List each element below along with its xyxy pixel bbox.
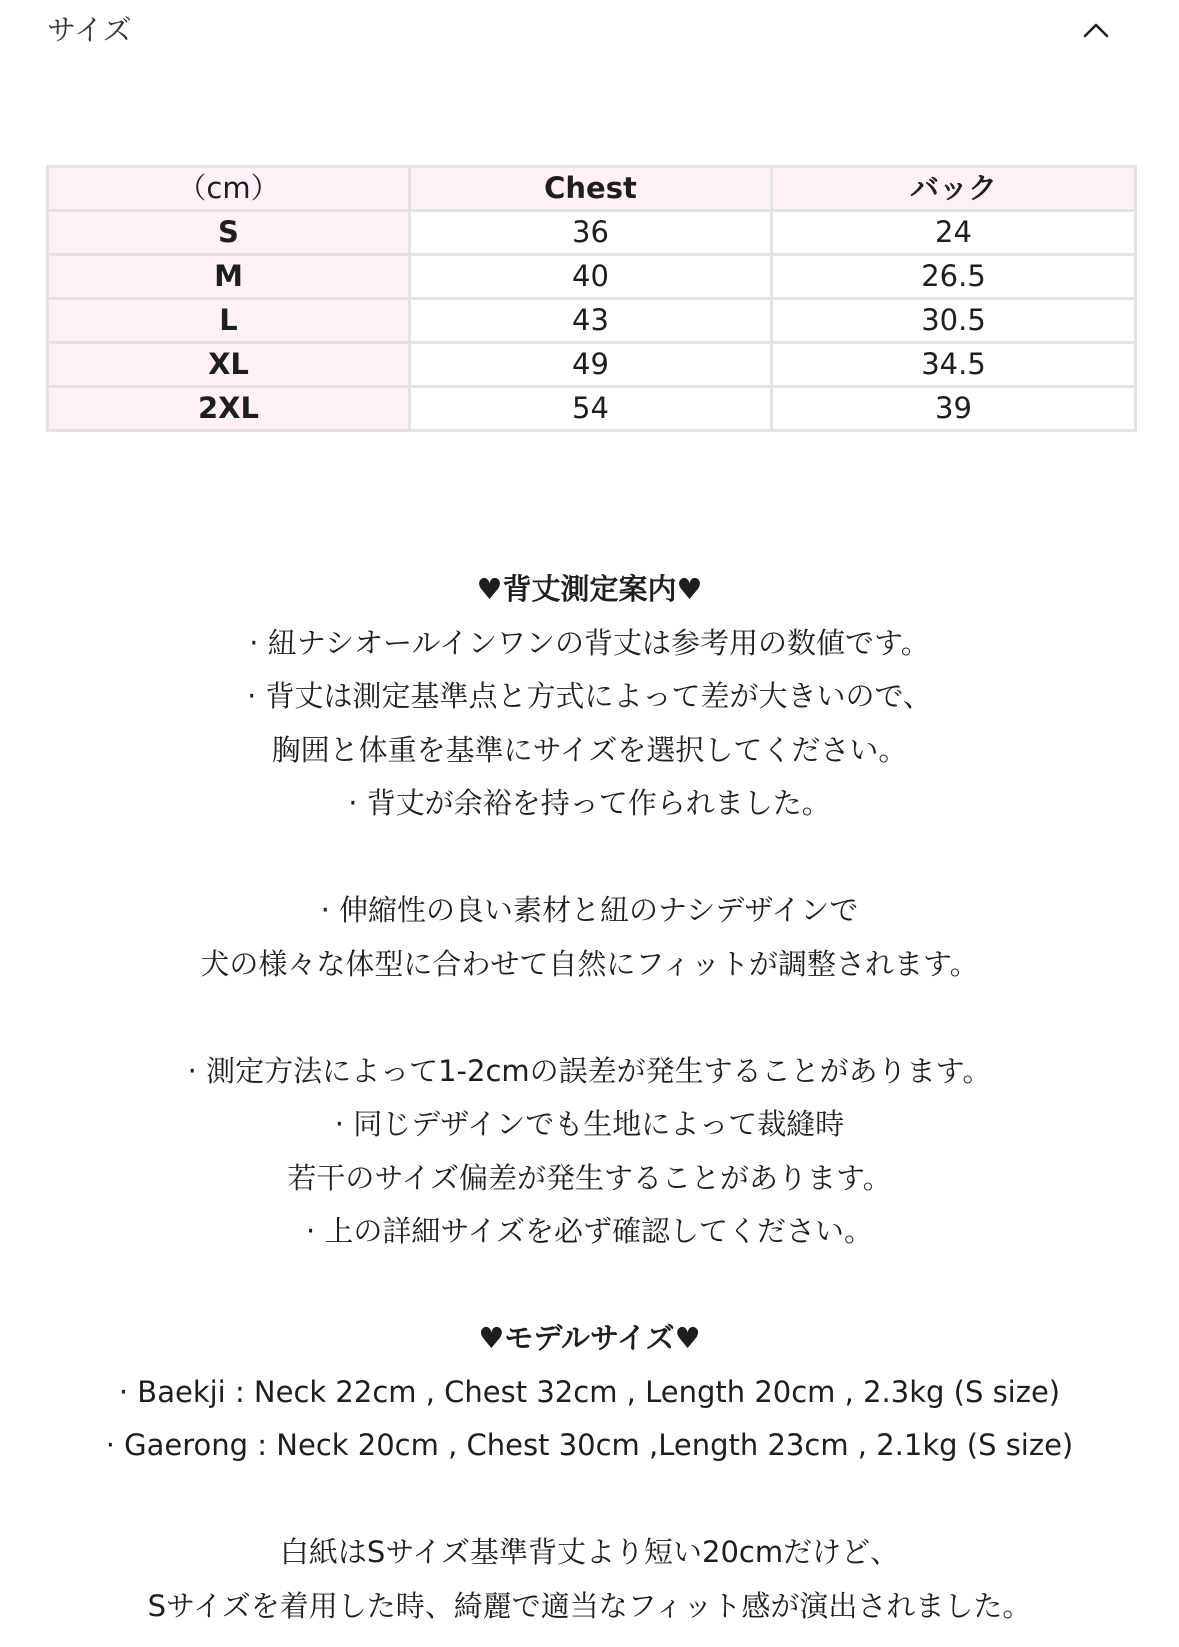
fit-line: · 伸縮性の良い素材と紐のナシデザインで — [320, 893, 859, 927]
note-line: · 上の詳細サイズを必ず確認してください。 — [305, 1214, 874, 1248]
guide-line: · 背丈が余裕を持って作られました。 — [348, 786, 831, 820]
collapse-button[interactable] — [1076, 10, 1116, 50]
spacer — [0, 1259, 1179, 1313]
fit-line: 犬の様々な体型に合わせて自然にフィットが調整されます。 — [200, 946, 979, 981]
chest-value: 49 — [410, 343, 772, 387]
model-line: · Gaerong : Neck 20cm , Chest 30cm ,Length 23cm , 2.1kg (S size) — [105, 1428, 1074, 1462]
header-unit: （cm） — [48, 167, 410, 211]
size-label: M — [48, 255, 410, 299]
model-line: · Baekji : Neck 22cm , Chest 32cm , Length 20cm , 2.3kg (S size) — [118, 1374, 1061, 1409]
section-title: サイズ — [47, 13, 132, 47]
model-heading: ♥モデルサイズ♥ — [478, 1321, 701, 1355]
table-row — [48, 343, 1136, 387]
table-row — [48, 211, 1136, 255]
closing-line: Sサイズを着用した時、綺麗で適当なフィット感が演出されました。 — [147, 1588, 1032, 1623]
chest-value: 43 — [410, 299, 772, 343]
note-line: · 測定方法によって1-2cmの誤差が発生することがあります。 — [187, 1053, 992, 1088]
guide-heading: ♥背丈測定案内♥ — [476, 572, 703, 606]
closing-line: 白紙はSサイズ基準背丈より短い20cmだけど、 — [279, 1535, 900, 1569]
table-header-row — [48, 167, 1136, 211]
size-section-header[interactable] — [0, 0, 1179, 62]
header-chest: Chest — [410, 167, 772, 211]
note-line: 若干のサイズ偏差が発生することがあります。 — [287, 1160, 892, 1195]
back-value: 30.5 — [772, 299, 1136, 343]
note-line: · 同じデザインでも生地によって裁縫時 — [334, 1107, 845, 1141]
header-back: バック — [772, 167, 1136, 211]
spacer — [0, 1473, 1179, 1527]
chevron-up-icon — [1076, 10, 1116, 50]
chest-value: 54 — [410, 387, 772, 431]
chest-value: 40 — [410, 255, 772, 299]
size-label: L — [48, 299, 410, 343]
back-value: 24 — [772, 211, 1136, 255]
size-label: XL — [48, 343, 410, 387]
table-row — [48, 299, 1136, 343]
spacer — [0, 831, 1179, 885]
guide-line: · 背丈は測定基準点と方式によって差が大きいので、 — [247, 679, 932, 713]
size-table — [46, 165, 1137, 432]
table-row — [48, 255, 1136, 299]
size-label: 2XL — [48, 387, 410, 431]
back-value: 39 — [772, 387, 1136, 431]
size-description — [0, 563, 1179, 1633]
guide-line: · 紐ナシオールインワンの背丈は参考用の数値です。 — [249, 625, 930, 660]
back-value: 26.5 — [772, 255, 1136, 299]
chest-value: 36 — [410, 211, 772, 255]
back-value: 34.5 — [772, 343, 1136, 387]
table-row — [48, 387, 1136, 431]
spacer — [0, 991, 1179, 1045]
size-label: S — [48, 211, 410, 255]
guide-line: 胸囲と体重を基準にサイズを選択してください。 — [271, 732, 908, 767]
